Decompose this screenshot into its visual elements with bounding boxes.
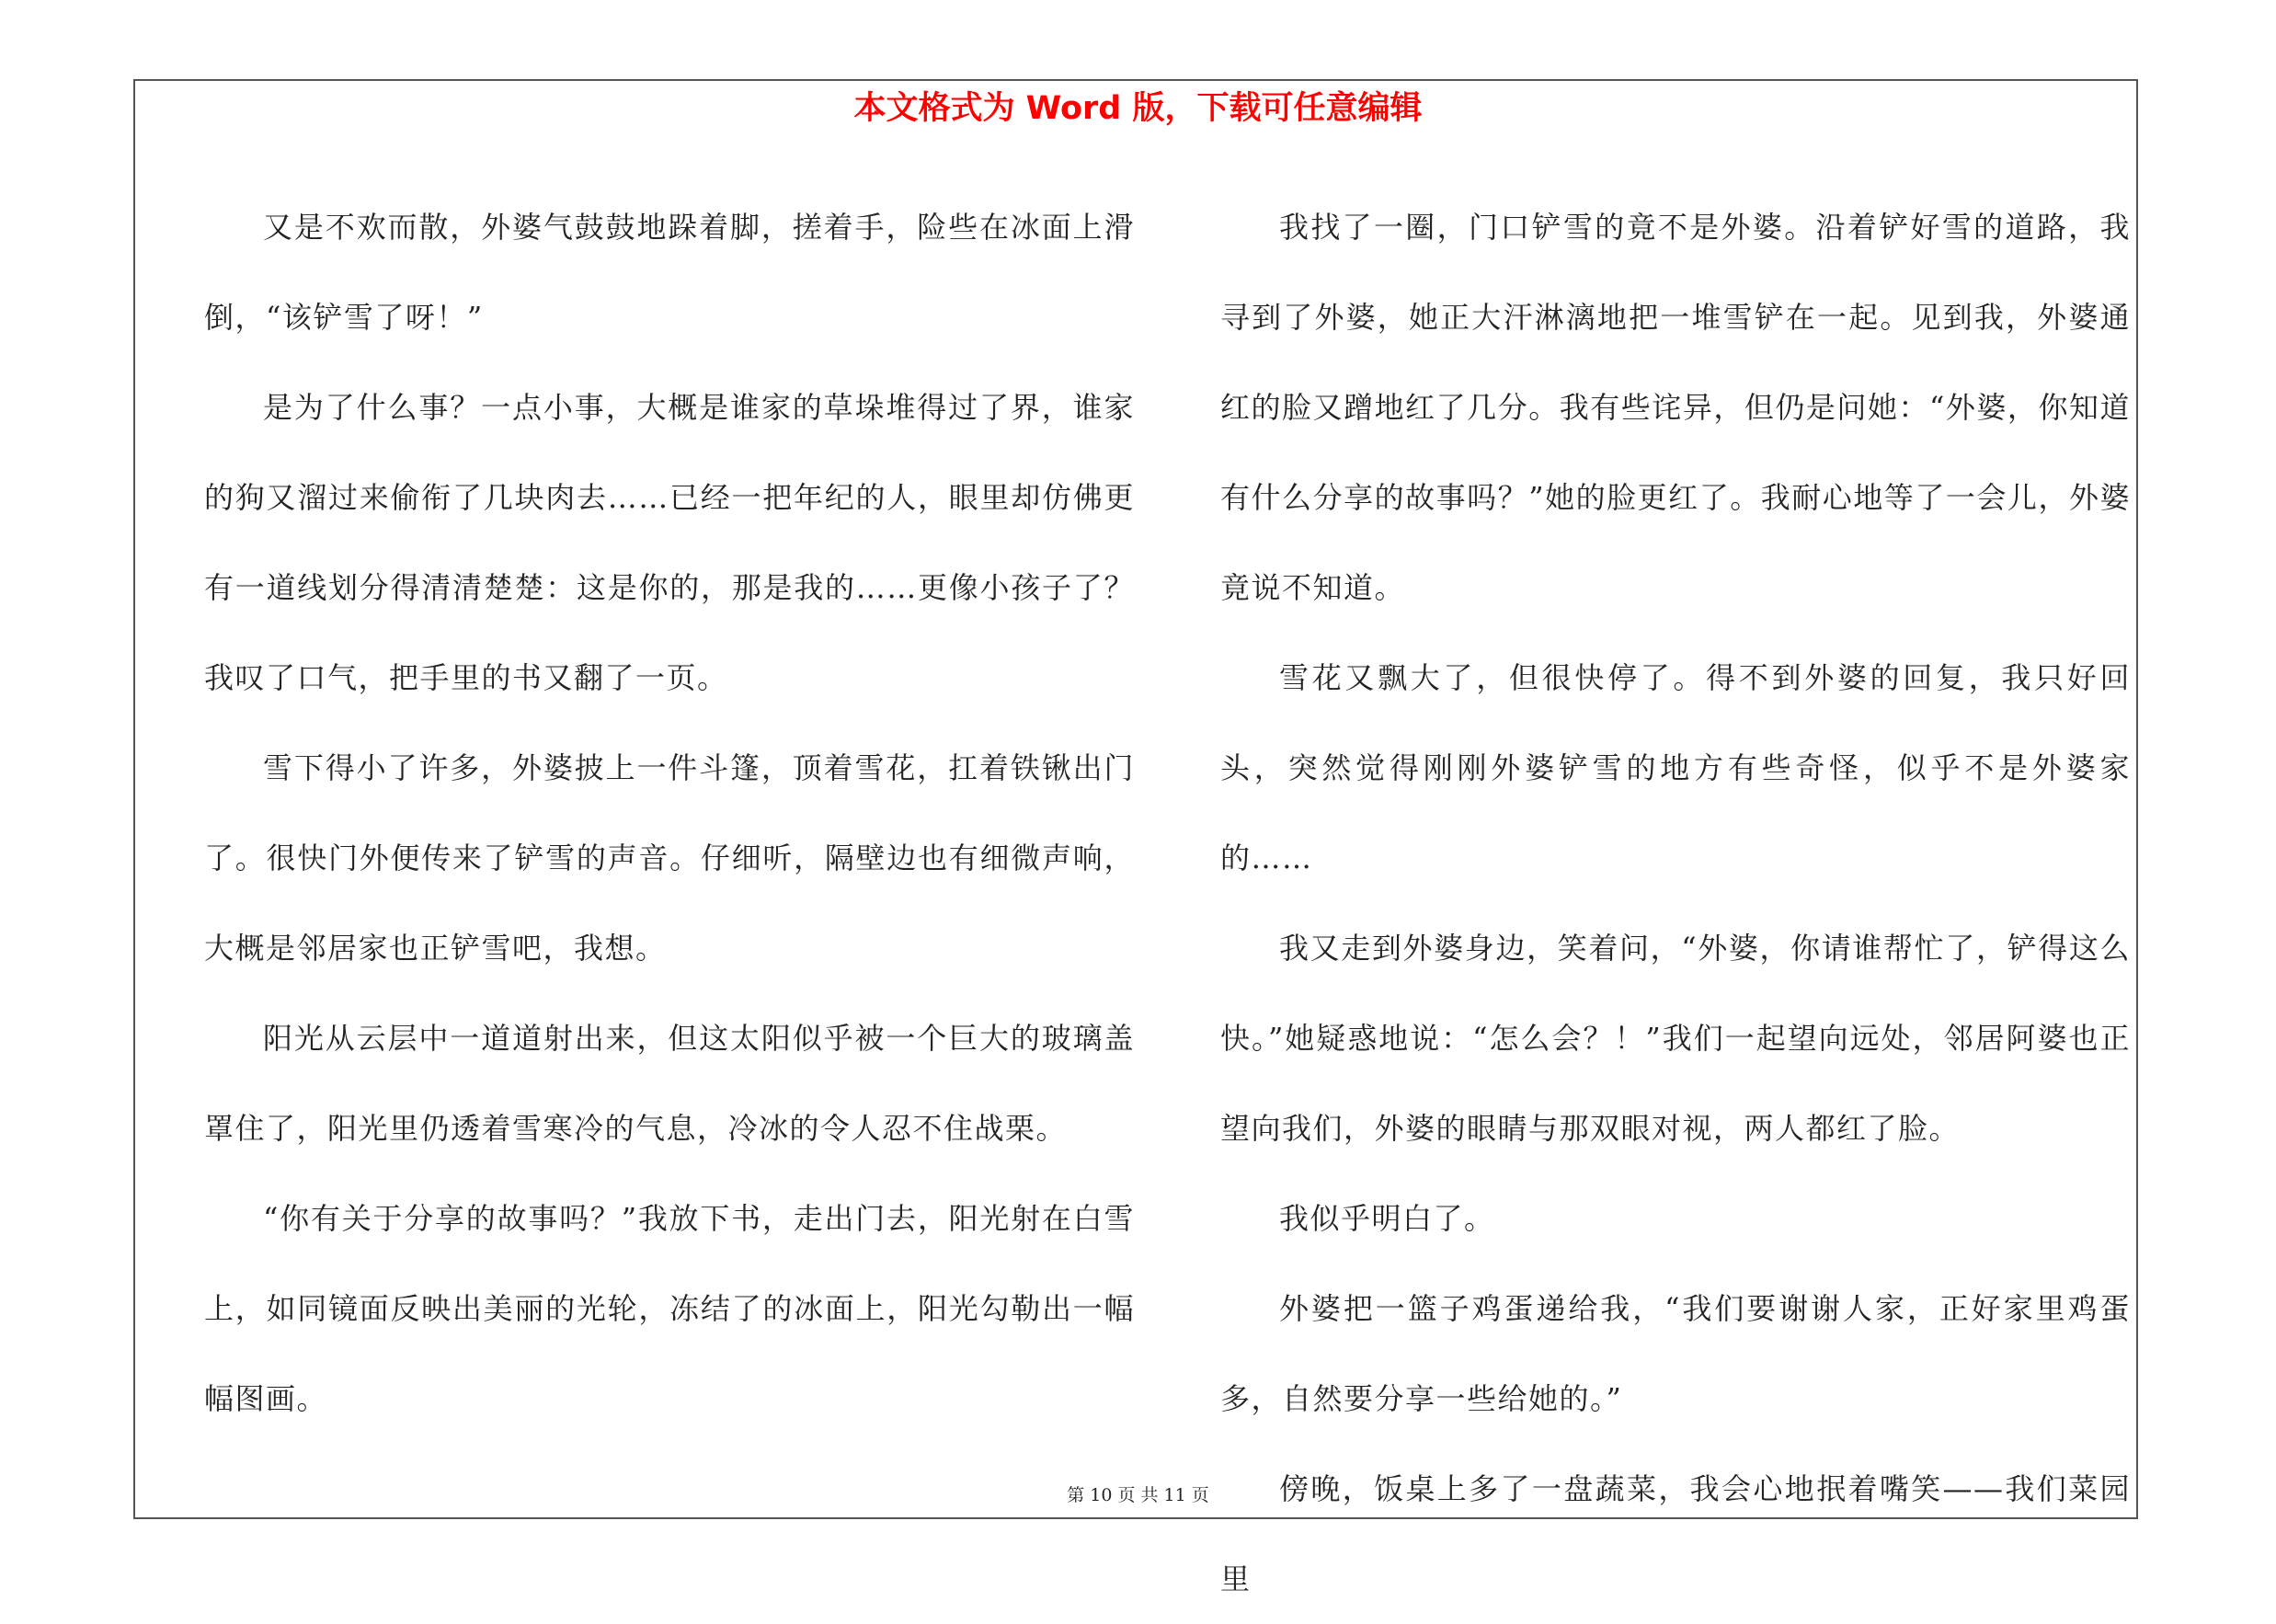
right-text-column bbox=[1220, 182, 2131, 1624]
left-text-column bbox=[204, 182, 1135, 1444]
header-banner: 本文格式为 Word 版，下载可任意编辑 bbox=[853, 90, 1423, 127]
paragraph: 傍晚，饭桌上多了一盘蔬菜，我会心地抿着嘴笑——我们菜园里 bbox=[1220, 1471, 2131, 1596]
paragraph: 阳光从云层中一道道射出来，但这太阳似乎被一个巨大的玻璃盖罩住了，阳光里仍透着雪寒冷的气息，冷冰的令人忍不住战栗。 bbox=[204, 1021, 1135, 1146]
page-number-footer: 第 10 页 共 11 页 bbox=[1067, 1485, 1209, 1505]
paragraph: 雪下得小了许多，外婆披上一件斗篷，顶着雪花，扛着铁锹出门了。很快门外便传来了铲雪的声音。仔细听，隔壁边也有细微声响，大概是邻居家也正铲雪吧，我想。 bbox=[204, 750, 1135, 966]
paragraph: 又是不欢而散，外婆气鼓鼓地跺着脚，搓着手，险些在冰面上滑倒，“该铲雪了呀！” bbox=[204, 210, 1135, 335]
paragraph: 我又走到外婆身边，笑着问，“外婆，你请谁帮忙了，铲得这么快。”她疑惑地说：“怎么会？！”我们一起望向远处，邻居阿婆也正望向我们，外婆的眼睛与那双眼对视，两人都红了脸。 bbox=[1220, 931, 2131, 1146]
paragraph: 是为了什么事？一点小事，大概是谁家的草垛堆得过了界，谁家的狗又溜过来偷衔了几块肉去……已经一把年纪的人，眼里却仿佛更有一道线划分得清清楚楚：这是你的，那是我的……更像小孩子了？我叹了口气，把手里的书又翻了一页。 bbox=[204, 390, 1135, 695]
paragraph: 我找了一圈，门口铲雪的竟不是外婆。沿着铲好雪的道路，我寻到了外婆，她正大汗淋漓地把一堆雪铲在一起。见到我，外婆通红的脸又蹭地红了几分。我有些诧异，但仍是问她：“外婆，你知道有什么分享的故事吗？”她的脸更红了。我耐心地等了一会儿，外婆竟说不知道。 bbox=[1220, 210, 2131, 605]
paragraph: 雪花又飘大了，但很快停了。得不到外婆的回复，我只好回头，突然觉得刚刚外婆铲雪的地方有些奇怪，似乎不是外婆家的…… bbox=[1220, 660, 2131, 875]
paragraph: 外婆把一篮子鸡蛋递给我，“我们要谢谢人家，正好家里鸡蛋多，自然要分享一些给她的。” bbox=[1220, 1291, 2131, 1416]
paragraph: “你有关于分享的故事吗？”我放下书，走出门去，阳光射在白雪上，如同镜面反映出美丽的光轮，冻结了的冰面上，阳光勾勒出一幅幅图画。 bbox=[204, 1201, 1135, 1416]
paragraph: 我似乎明白了。 bbox=[1279, 1201, 1495, 1236]
